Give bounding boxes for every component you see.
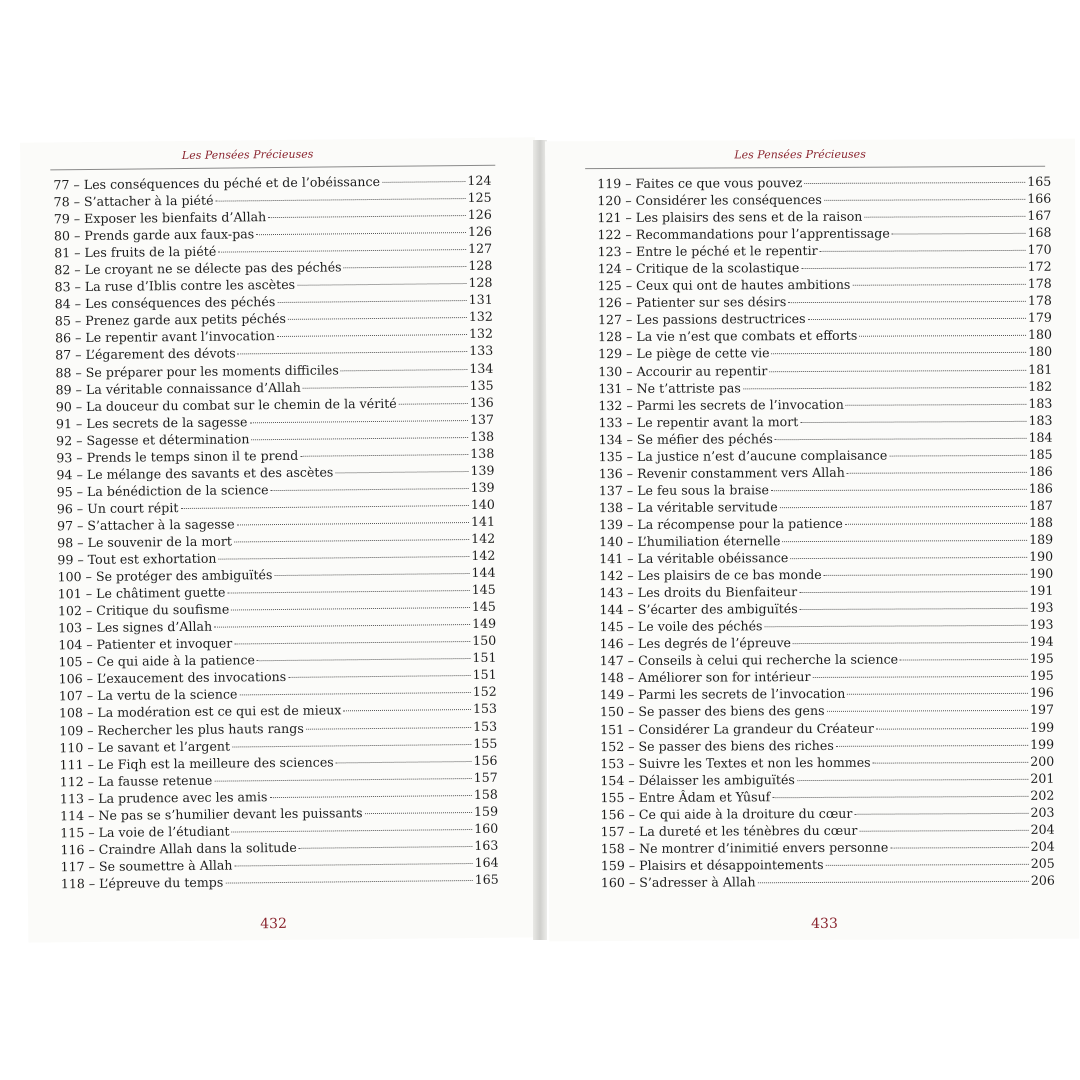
- toc-entry-page: 150: [472, 633, 497, 649]
- toc-entry-page: 201: [1030, 770, 1055, 786]
- toc-entry-title: 136 – Revenir constamment vers Allah: [598, 464, 845, 481]
- toc-entry-title: 150 – Se passer des biens des gens: [599, 703, 825, 720]
- toc-entry-page: 195: [1029, 668, 1054, 684]
- toc-dot-leader: [847, 472, 1027, 474]
- toc-entry-title: 159 – Plaisirs et désappointements: [600, 856, 824, 873]
- toc-entry-page: 144: [471, 564, 496, 581]
- toc-entry-page: 186: [1028, 463, 1053, 479]
- right-page-number: 433: [811, 915, 838, 933]
- toc-entry-title: 111 – Le Fiqh est la meilleure des sciences: [59, 754, 334, 772]
- toc-entry-title: 151 – Considérer La grandeur du Créateur: [600, 720, 874, 737]
- toc-dot-leader: [876, 727, 1028, 729]
- toc-entry-title: 106 – L’exaucement des invocations: [58, 669, 287, 687]
- toc-entry-title: 156 – Ce qui aide à la droiture du cœur: [600, 805, 853, 822]
- toc-entry-title: 115 – La voie de l’étudiant: [60, 823, 230, 841]
- left-page-number: 432: [260, 915, 288, 933]
- toc-entry-page: 139: [470, 462, 495, 478]
- toc-dot-leader: [772, 796, 1028, 798]
- toc-dot-leader: [780, 506, 1027, 508]
- toc-entry-title: 153 – Suivre les Textes et non les hommes: [600, 754, 871, 771]
- toc-entry-page: 139: [470, 479, 495, 495]
- toc-entry-page: 196: [1029, 685, 1054, 701]
- toc-dot-leader: [344, 266, 467, 268]
- toc-dot-leader: [854, 813, 1028, 815]
- toc-entry-title: 128 – La vie n’est que combats et efforts: [597, 328, 858, 345]
- toc-dot-leader: [300, 454, 468, 457]
- toc-entry-title: 152 – Se passer des biens des riches: [600, 737, 834, 754]
- toc-entry-page: 145: [471, 598, 496, 615]
- toc-entry-title: 154 – Délaisser les ambiguïtés: [600, 771, 795, 788]
- toc-dot-leader: [297, 283, 466, 286]
- toc-entry-page: 142: [471, 530, 496, 546]
- toc-entry-title: 125 – Ceux qui ont de hautes ambitions: [597, 277, 851, 294]
- toc-entry-title: 147 – Conseils à celui qui recherche la science: [599, 651, 899, 669]
- toc-dot-leader: [257, 658, 470, 661]
- toc-dot-leader: [797, 779, 1028, 781]
- toc-dot-leader: [769, 369, 1026, 371]
- toc-entry-page: 203: [1030, 804, 1055, 820]
- toc-entry-page: 204: [1030, 838, 1055, 854]
- toc-dot-leader: [824, 199, 1025, 201]
- toc-entry-title: 103 – Les signes d’Allah: [58, 618, 213, 636]
- toc-entry-page: 204: [1030, 821, 1055, 837]
- toc-dot-leader: [799, 591, 1027, 593]
- toc-entry-page: 132: [468, 326, 494, 342]
- toc-entry-title: 129 – Le piège de cette vie: [598, 345, 770, 362]
- toc-entry-title: 86 – Le repentir avant l’invocation: [54, 328, 276, 346]
- toc-entry-title: 118 – L’épreuve du temps: [60, 874, 224, 892]
- toc-dot-leader: [772, 352, 1027, 354]
- toc-entry-title: 110 – Le savant et l’argent: [59, 738, 231, 755]
- toc-entry-page: 140: [470, 496, 495, 512]
- toc-entry-page: 183: [1028, 412, 1053, 428]
- toc-dot-leader: [808, 318, 1026, 320]
- toc-dot-leader: [801, 267, 1025, 269]
- toc-dot-leader: [234, 641, 470, 644]
- toc-dot-leader: [889, 455, 1026, 457]
- toc-entry-page: 166: [1027, 190, 1052, 206]
- toc-entry-page: 165: [474, 871, 499, 887]
- toc-entry-page: 194: [1029, 633, 1054, 650]
- toc-entry-page: 157: [473, 769, 498, 785]
- toc-entry-title: 96 – Un court répit: [56, 499, 179, 517]
- toc-dot-leader: [343, 709, 471, 711]
- toc-entry-title: 120 – Considérer les conséquences: [597, 191, 822, 209]
- toc-entry-title: 81 – Les fruits de la piété: [54, 243, 217, 261]
- toc-entry-title: 77 – Les conséquences du péché et de l’obéissance: [53, 173, 381, 193]
- toc-entry-title: 117 – Se soumettre à Allah: [60, 857, 233, 875]
- toc-dot-leader: [804, 182, 1025, 184]
- toc-entry-title: 101 – Le châtiment guette: [57, 584, 226, 602]
- toc-dot-leader: [788, 301, 1026, 303]
- toc-dot-leader: [288, 675, 470, 678]
- toc-entry-page: 138: [469, 428, 495, 444]
- toc-dot-leader: [256, 232, 466, 235]
- toc-entry-title: 133 – Le repentir avant la mort: [598, 413, 799, 430]
- toc-entry-page: 205: [1030, 855, 1055, 871]
- toc-entry-title: 82 – Le croyant ne se délecte pas des péchés: [54, 259, 342, 278]
- toc-entry-page: 180: [1027, 327, 1053, 343]
- toc-entry-title: 80 – Prends garde aux faux-pas: [53, 226, 255, 244]
- toc-entry-page: 199: [1030, 736, 1055, 752]
- toc-entry-page: 153: [472, 701, 498, 717]
- toc-entry-title: 124 – Critique de la scolastique: [597, 260, 800, 277]
- toc-entry-page: 193: [1029, 616, 1054, 633]
- toc-entry-page: 182: [1028, 378, 1053, 394]
- toc-entry-page: 195: [1029, 651, 1054, 667]
- toc-entry-title: 98 – Le souvenir de la mort: [57, 533, 232, 551]
- toc-entry-title: 92 – Sagesse et détermination: [56, 431, 250, 449]
- toc-entry-page: 132: [468, 309, 493, 325]
- toc-entry-title: 116 – Craindre Allah dans la solitude: [60, 839, 297, 858]
- toc-dot-leader: [864, 216, 1025, 218]
- toc-entry-page: 138: [470, 445, 495, 461]
- toc-entry-page: 163: [474, 837, 499, 853]
- toc-entry-title: 139 – La récompense pour la patience: [598, 515, 843, 533]
- toc-entry-title: 142 – Les plaisirs de ce bas monde: [599, 567, 822, 584]
- toc-entry-page: 151: [472, 667, 497, 683]
- toc-entry-title: 157 – La dureté et les ténèbres du cœur: [600, 822, 858, 839]
- toc-dot-leader: [813, 676, 1028, 678]
- right-running-head: Les Pensées Précieuses: [734, 147, 866, 162]
- toc-dot-leader: [820, 250, 1026, 252]
- toc-entry-title: 79 – Exposer les bienfaits d’Allah: [53, 209, 267, 227]
- toc-entry-title: 123 – Entre le péché et le repentir: [597, 243, 818, 260]
- toc-entry-title: 135 – La justice n’est d’aucune complaisance: [598, 447, 888, 464]
- toc-entry-title: 114 – Ne pas se s’humilier devant les puissants: [59, 804, 363, 824]
- toc-entry-title: 88 – Se préparer pour les moments difficiles: [55, 361, 339, 380]
- toc-entry-title: 102 – Critique du soufisme: [57, 601, 230, 619]
- toc-dot-leader: [234, 863, 472, 866]
- toc-dot-leader: [793, 642, 1028, 644]
- toc-entry-title: 97 – S’attacher à la sagesse: [56, 516, 235, 534]
- toc-entry-title: 113 – La prudence avec les amis: [59, 788, 268, 807]
- toc-dot-leader: [225, 880, 472, 884]
- toc-entry-page: 187: [1028, 497, 1053, 513]
- toc-entry-page: 191: [1029, 582, 1054, 598]
- toc-entry-page: 128: [468, 257, 493, 274]
- toc-dot-leader: [336, 761, 472, 763]
- toc-dot-leader: [826, 864, 1029, 866]
- toc-entry-title: 100 – Se protéger des ambiguïtés: [57, 567, 273, 585]
- toc-dot-leader: [215, 198, 465, 202]
- toc-entry-page: 165: [1027, 173, 1052, 189]
- toc-entry-page: 181: [1028, 361, 1053, 377]
- toc-dot-leader: [277, 334, 467, 337]
- toc-dot-leader: [859, 335, 1026, 337]
- toc-entry-page: 135: [469, 377, 494, 393]
- toc-entry-page: 142: [471, 547, 496, 564]
- toc-dot-leader: [268, 215, 466, 218]
- toc-dot-leader: [249, 420, 467, 423]
- toc-entry-page: 145: [471, 581, 496, 598]
- toc-dot-leader: [271, 488, 469, 491]
- toc-dot-leader: [218, 556, 469, 560]
- toc-dot-leader: [890, 847, 1028, 849]
- toc-entry-title: 109 – Rechercher les plus hauts rangs: [59, 720, 304, 738]
- toc-entry-title: 104 – Patienter et invoquer: [58, 635, 233, 653]
- toc-dot-leader: [237, 522, 469, 525]
- toc-entry-title: 107 – La vertu de la science: [58, 686, 238, 704]
- toc-dot-leader: [743, 386, 1026, 388]
- toc-entry-page: 125: [467, 189, 492, 206]
- toc-dot-leader: [306, 727, 471, 730]
- toc-entry-page: 183: [1028, 395, 1053, 411]
- toc-entry-title: 112 – La fausse retenue: [59, 772, 213, 789]
- toc-dot-leader: [231, 607, 470, 610]
- toc-entry-title: 160 – S’adresser à Allah: [600, 874, 756, 891]
- toc-entry-title: 78 – S’attacher à la piété: [53, 192, 214, 210]
- toc-dot-leader: [238, 351, 467, 354]
- toc-entry-title: 137 – Le feu sous la braise: [598, 482, 769, 498]
- toc-dot-leader: [269, 795, 471, 798]
- toc-entry-page: 197: [1029, 702, 1055, 718]
- toc-entry-page: 124: [467, 172, 492, 189]
- toc-entry-page: 152: [472, 684, 497, 700]
- toc-dot-leader: [382, 181, 465, 183]
- toc-dot-leader: [775, 438, 1027, 440]
- toc-entry: [61, 871, 499, 893]
- toc-entry-title: 130 – Accourir au repentir: [598, 362, 768, 379]
- toc-entry-page: 141: [470, 513, 496, 529]
- toc-entry-title: 121 – Les plaisirs des sens et de la raison: [597, 208, 863, 226]
- toc-entry-page: 137: [469, 411, 495, 427]
- toc-entry-page: 179: [1027, 310, 1052, 326]
- toc-entry-title: 105 – Ce qui aide à la patience: [58, 652, 256, 670]
- toc-entry-page: 184: [1028, 429, 1053, 445]
- toc-dot-leader: [227, 590, 469, 594]
- toc-dot-leader: [900, 659, 1028, 661]
- toc-entry-page: 190: [1029, 565, 1054, 581]
- toc-entry-page: 167: [1027, 207, 1052, 223]
- toc-dot-leader: [782, 540, 1027, 542]
- toc-entry-title: 134 – Se méfier des péchés: [598, 430, 773, 447]
- toc-entry-page: 172: [1027, 258, 1052, 275]
- toc-entry-title: 155 – Entre Âdam et Yûsuf: [600, 788, 771, 805]
- toc-entry-title: 84 – Les conséquences des péchés: [54, 294, 276, 312]
- toc-dot-leader: [288, 317, 467, 320]
- toc-dot-leader: [764, 625, 1027, 627]
- toc-entry-page: 200: [1030, 753, 1055, 769]
- toc-entry-page: 168: [1027, 224, 1052, 241]
- toc-entry-page: 199: [1029, 719, 1055, 735]
- toc-dot-leader: [251, 437, 468, 440]
- toc-entry-title: 144 – S’écarter des ambiguïtés: [599, 601, 798, 618]
- toc-dot-leader: [341, 369, 468, 371]
- toc-dot-leader: [180, 505, 468, 509]
- toc-entry-title: 91 – Les secrets de la sagesse: [55, 413, 248, 431]
- toc-entry-page: 193: [1029, 599, 1054, 616]
- toc-dot-leader: [790, 557, 1027, 559]
- toc-dot-leader: [845, 523, 1027, 525]
- toc-dot-leader: [335, 471, 468, 473]
- toc-entry-title: 95 – La bénédiction de la science: [56, 481, 269, 500]
- toc-entry-page: 136: [469, 394, 494, 410]
- toc-entry-page: 128: [468, 275, 493, 291]
- toc-entry-page: 156: [473, 752, 498, 768]
- toc-entry-page: 153: [473, 718, 498, 734]
- toc-entry-title: 140 – L’humiliation éternelle: [599, 533, 781, 550]
- toc-entry-page: 159: [473, 803, 499, 819]
- toc-entry-page: 190: [1029, 548, 1054, 564]
- toc-entry-title: 138 – La véritable servitude: [598, 499, 778, 516]
- toc-entry-title: 122 – Recommandations pour l’apprentissage: [597, 225, 890, 243]
- toc-entry-page: 158: [473, 786, 498, 802]
- right-toc-list: [597, 173, 1055, 891]
- toc-entry-page: 155: [473, 735, 498, 751]
- toc-entry-page: 126: [467, 223, 493, 240]
- left-toc-list: [53, 172, 498, 893]
- toc-entry-title: 85 – Prenez garde aux petits péchés: [54, 311, 286, 329]
- toc-entry-title: 148 – Améliorer son for intérieur: [599, 669, 811, 686]
- toc-dot-leader: [771, 489, 1027, 491]
- toc-entry-title: 141 – La véritable obéissance: [599, 550, 789, 567]
- toc-entry-page: 151: [472, 650, 497, 666]
- toc-entry-page: 206: [1030, 872, 1055, 888]
- toc-dot-leader: [365, 812, 472, 814]
- toc-dot-leader: [239, 692, 470, 695]
- toc-entry-title: 87 – L’égarement des dévots: [55, 345, 236, 363]
- toc-dot-leader: [232, 744, 471, 748]
- toc-entry-page: 133: [469, 343, 494, 359]
- toc-dot-leader: [232, 829, 473, 833]
- toc-entry-title: 93 – Prends le temps sinon il te prend: [56, 447, 299, 466]
- toc-entry-title: 108 – La modération est ce qui est de mieux: [58, 702, 342, 721]
- toc-entry-title: 119 – Faites ce que vous pouvez: [597, 175, 803, 192]
- toc-entry-page: 186: [1028, 480, 1053, 496]
- toc-entry-page: 131: [468, 292, 493, 308]
- toc-entry-page: 180: [1028, 344, 1053, 360]
- toc-dot-leader: [758, 881, 1029, 883]
- toc-dot-leader: [827, 710, 1028, 712]
- toc-entry-title: 126 – Patienter sur ses désirs: [597, 294, 787, 311]
- toc-dot-leader: [218, 249, 466, 253]
- toc-dot-leader: [214, 624, 470, 628]
- toc-entry-title: 90 – La douceur du combat sur le chemin de la vérité: [55, 395, 397, 414]
- toc-dot-leader: [836, 744, 1028, 746]
- toc-entry-title: 94 – Le mélange des savants et des ascètes: [56, 464, 334, 483]
- toc-entry-title: 131 – Ne t’attriste pas: [598, 379, 741, 396]
- toc-dot-leader: [274, 573, 469, 576]
- right-page: [545, 139, 1079, 942]
- toc-dot-leader: [852, 284, 1025, 286]
- toc-entry-page: 134: [469, 360, 494, 376]
- toc-dot-leader: [277, 300, 466, 303]
- toc-dot-leader: [800, 421, 1026, 423]
- toc-dot-leader: [846, 403, 1027, 405]
- toc-entry-page: 127: [468, 240, 493, 257]
- toc-entry-page: 126: [467, 206, 492, 223]
- toc-entry-title: 143 – Les droits du Bienfaiteur: [599, 584, 798, 601]
- toc-entry-page: 202: [1030, 787, 1055, 803]
- toc-entry-title: 149 – Parmi les secrets de l’invocation: [599, 686, 846, 703]
- toc-entry-title: 99 – Tout est exhortation: [57, 550, 217, 568]
- toc-dot-leader: [303, 386, 468, 389]
- toc-entry-page: 160: [474, 820, 499, 836]
- toc-entry-title: 146 – Les degrés de l’épreuve: [599, 635, 792, 652]
- toc-entry-page: 178: [1027, 276, 1052, 292]
- toc-entry-page: 188: [1028, 514, 1054, 530]
- toc-dot-leader: [214, 778, 471, 782]
- toc-entry-page: 189: [1029, 531, 1054, 547]
- left-running-head: Les Pensées Précieuses: [181, 147, 314, 163]
- toc-entry-page: 170: [1027, 241, 1052, 258]
- toc-dot-leader: [824, 574, 1028, 576]
- toc-dot-leader: [800, 608, 1028, 610]
- toc-entry-title: 145 – Le voile des péchés: [599, 618, 763, 635]
- toc-dot-leader: [299, 846, 473, 849]
- toc-entry-title: 89 – La véritable connaissance d’Allah: [55, 379, 301, 397]
- toc-dot-leader: [847, 693, 1028, 695]
- left-page: [20, 137, 543, 942]
- toc-dot-leader: [892, 233, 1026, 235]
- toc-entry-title: 158 – Ne montrer d’inimitié envers personne: [600, 839, 889, 856]
- toc-entry-page: 185: [1028, 446, 1053, 462]
- toc-dot-leader: [399, 403, 468, 405]
- toc-dot-leader: [234, 539, 469, 542]
- toc-entry-page: 178: [1027, 293, 1052, 309]
- toc-entry-title: 127 – Les passions destructrices: [597, 311, 806, 328]
- toc-entry-page: 149: [471, 615, 497, 632]
- toc-entry-page: 164: [474, 854, 499, 870]
- toc-dot-leader: [873, 761, 1029, 763]
- toc-dot-leader: [859, 830, 1028, 832]
- toc-entry-title: 83 – La ruse d’Iblis contre les ascètes: [54, 277, 296, 295]
- toc-entry-title: 132 – Parmi les secrets de l’invocation: [598, 396, 844, 413]
- toc-entry: [601, 872, 1055, 891]
